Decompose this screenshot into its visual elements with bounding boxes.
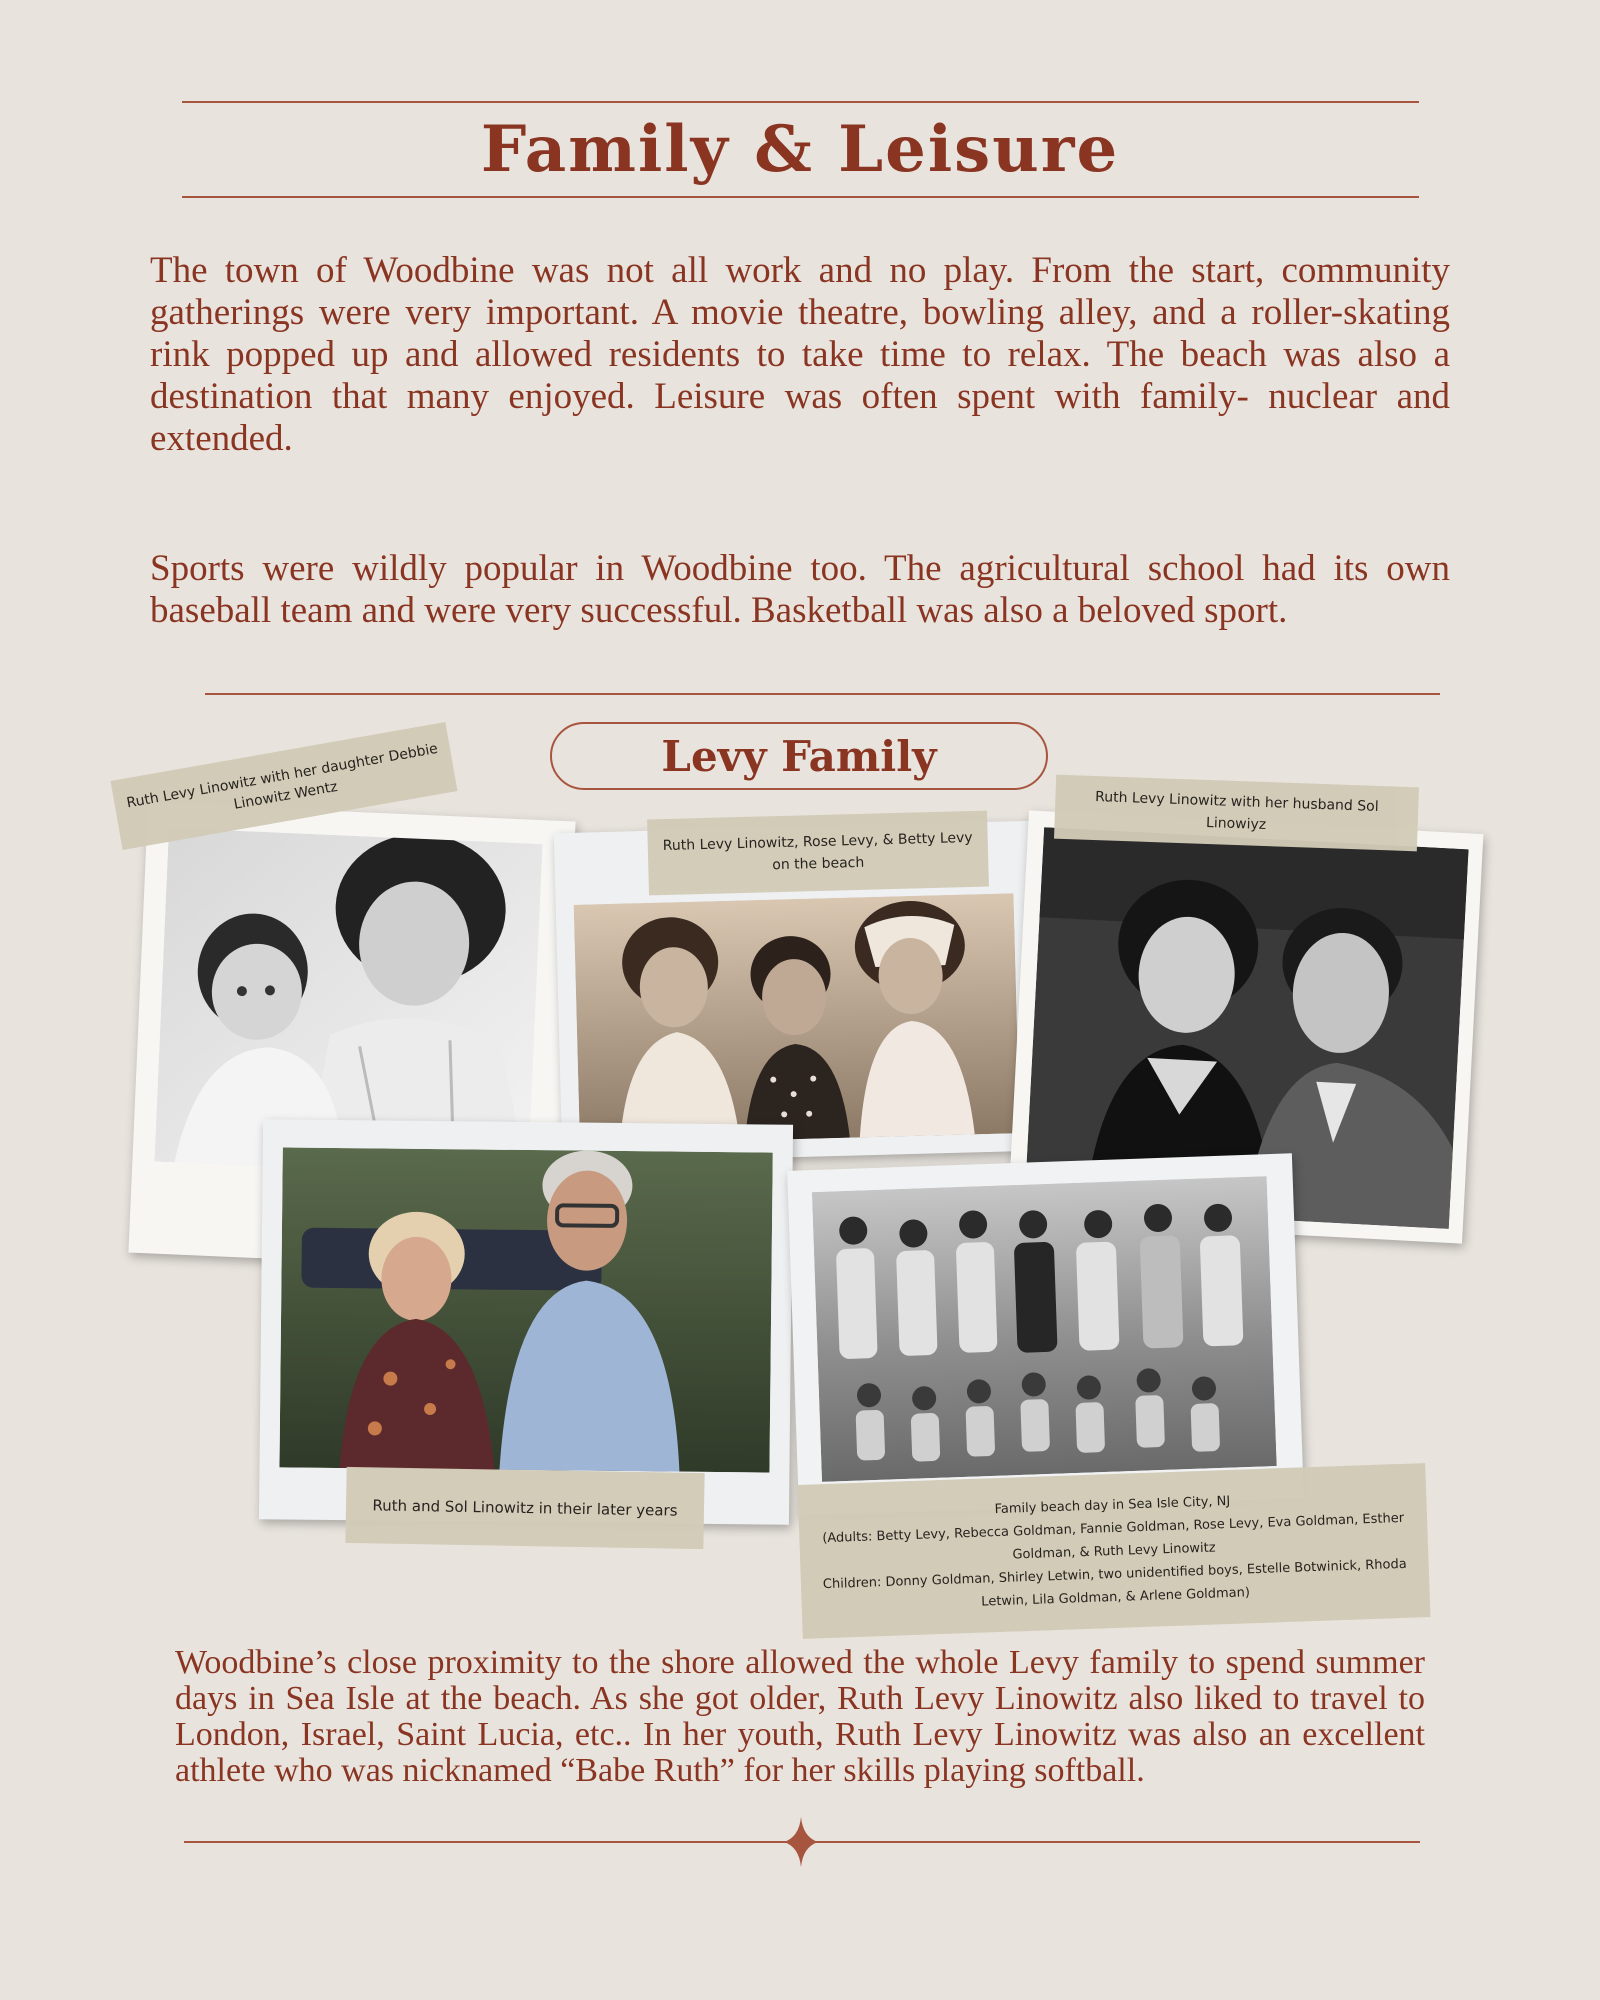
caption-tape-3 xyxy=(1054,775,1419,852)
page-title: Family & Leisure xyxy=(480,112,1120,187)
photo-image xyxy=(279,1147,772,1472)
caption-tape-4 xyxy=(345,1467,704,1549)
photo-later-years xyxy=(259,1119,793,1525)
caption-text: Ruth Levy Linowitz with her husband Sol Linowiyz xyxy=(1094,789,1379,834)
caption-text: Ruth and Sol Linowitz in their later years xyxy=(372,1496,678,1520)
photo-image xyxy=(812,1176,1277,1482)
caption-text: Ruth Levy Linowitz, Rose Levy, & Betty Levy on the beach xyxy=(662,829,973,874)
intro-paragraph-2: Sports were wildly popular in Woodbine too. The agricultural school had its own baseball team and were very successful. Basketball was also a beloved sport. xyxy=(150,548,1450,631)
caption-tape-2 xyxy=(647,811,989,896)
closing-paragraph: Woodbine’s close proximity to the shore allowed the whole Levy family to spend summer days in Sea Isle at the beach. As she got older, Ruth Levy Linowitz also liked to travel to London, Israel, Saint Lucia, etc.. In her youth, Ruth Levy Linowitz was also an excellent athlete who was nicknamed “Babe Ruth” for her skills playing softball. xyxy=(175,1644,1425,1789)
caption-children: Children: Donny Goldman, Shirley Letwin, two unidentified boys, Estelle Botwinick, Rhoda Letwin, Lila Goldman, & Arlene Goldman) xyxy=(822,1556,1407,1610)
caption-adults: (Adults: Betty Levy, Rebecca Goldman, Fannie Goldman, Rose Levy, Eva Goldman, Esther Goldman, & Ruth Levy Linowitz xyxy=(822,1510,1405,1563)
caption-tape-5 xyxy=(798,1463,1431,1639)
photo-family-beach-day xyxy=(787,1153,1304,1515)
title-underline xyxy=(182,196,1419,198)
section-rule xyxy=(205,693,1440,695)
intro-paragraph-1: The town of Woodbine was not all work and no play. From the start, community gatherings were very important. A movie theatre, bowling alley, and a roller-skating rink popped up and allowed residents to take time to relax. The beach was also a destination that many enjoyed. Leisure was often spent with family- nuclear and extended. xyxy=(150,250,1450,459)
caption-title: Family beach day in Sea Isle City, NJ xyxy=(994,1493,1231,1517)
section-title-pill: Levy Family xyxy=(550,722,1048,790)
star-ornament-icon xyxy=(784,1817,818,1867)
top-rule xyxy=(182,101,1419,103)
photo-image xyxy=(574,893,1020,1144)
caption-text: Ruth Levy Linowitz with her daughter Debbie Linowitz Wentz xyxy=(125,740,440,813)
